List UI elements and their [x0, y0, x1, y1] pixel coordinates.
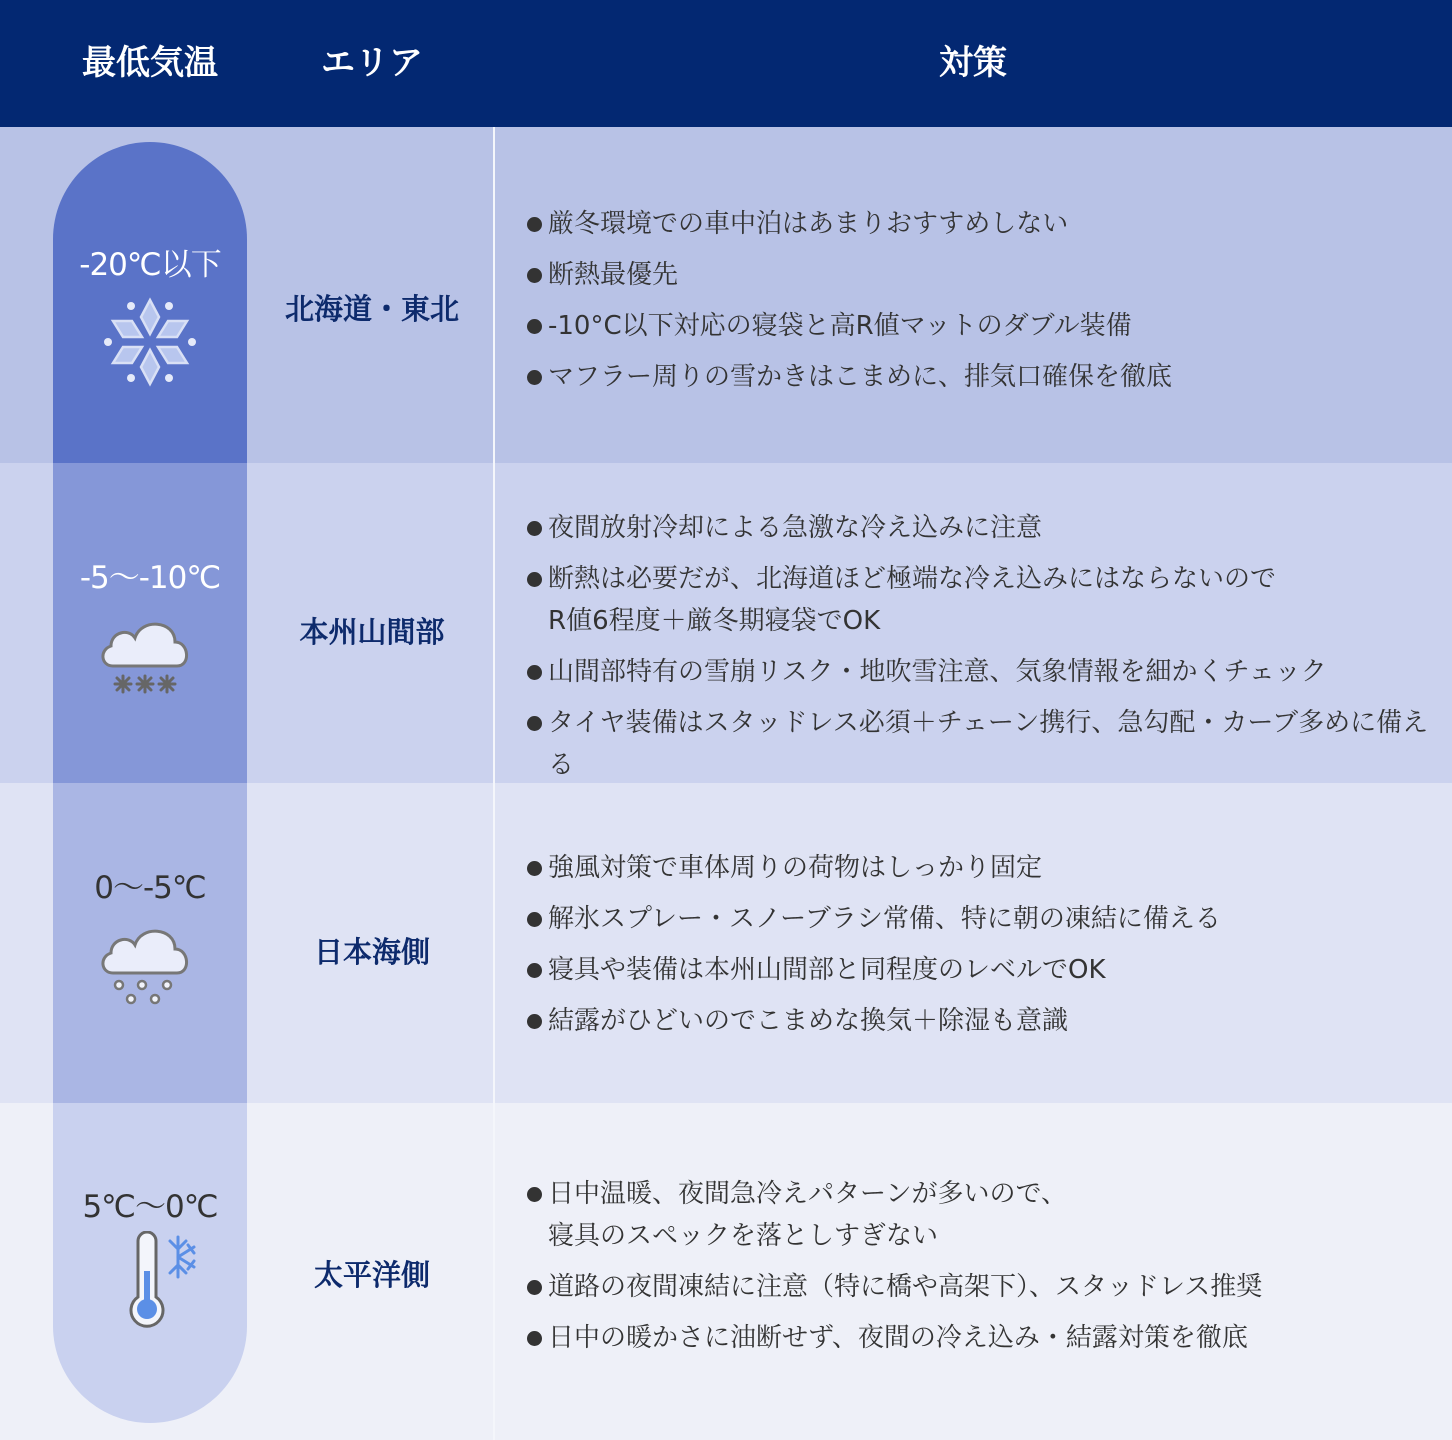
list-item: 断熱は必要だが、北海道ほど極端な冷え込みにはならないので R値6程度＋厳冬期寝袋でOK [524, 558, 1434, 642]
header-min-temp: 最低気温 [82, 43, 218, 83]
list-item: 断熱最優先 [524, 254, 1434, 296]
temp-label: 0～-5℃ [94, 870, 206, 906]
list-item: 夜間放射冷却による急激な冷え込みに注意 [524, 507, 1434, 549]
measures-list [524, 1173, 1434, 1368]
table-row [0, 463, 1452, 783]
list-item: -10°C以下対応の寝袋と高R値マットのダブル装備 [524, 305, 1434, 347]
list-item: 解氷スプレー・スノーブラシ常備、特に朝の凍結に備える [524, 898, 1434, 940]
column-divider [493, 127, 495, 1440]
measures-list [524, 507, 1434, 795]
header-area: エリア [321, 43, 423, 83]
temp-label: -20℃以下 [79, 247, 221, 283]
measures-list [524, 203, 1434, 407]
measures-list [524, 847, 1434, 1051]
list-item: 日中の暖かさに油断せず、夜間の冷え込み・結露対策を徹底 [524, 1317, 1434, 1359]
header-measures: 対策 [939, 43, 1007, 83]
cold-thermometer-icon [120, 1231, 200, 1331]
list-item: 寝具や装備は本州山間部と同程度のレベルでOK [524, 949, 1434, 991]
list-item: 強風対策で車体周りの荷物はしっかり固定 [524, 847, 1434, 889]
snow-cloud-icon [95, 608, 195, 703]
temp-label: 5℃～0℃ [82, 1189, 218, 1225]
list-item: 結露がひどいのでこまめな換気＋除湿も意識 [524, 1000, 1434, 1042]
area-label: 日本海側 [313, 935, 430, 969]
list-item: タイヤ装備はスタッドレス必須＋チェーン携行、急勾配・カーブ多めに備える [524, 702, 1434, 786]
list-item: 日中温暖、夜間急冷えパターンが多いので、 寝具のスペックを落としすぎない [524, 1173, 1434, 1257]
list-item: 山間部特有の雪崩リスク・地吹雪注意、気象情報を細かくチェック [524, 651, 1434, 693]
temp-label: -5～-10℃ [79, 560, 221, 596]
snowflake-icon [103, 297, 197, 387]
list-item: 厳冬環境での車中泊はあまりおすすめしない [524, 203, 1434, 245]
area-label: 太平洋側 [313, 1258, 430, 1292]
list-item: 道路の夜間凍結に注意（特に橋や高架下）、スタッドレス推奨 [524, 1266, 1434, 1308]
table-row [0, 127, 1452, 463]
table-row [0, 783, 1452, 1103]
table-header [0, 0, 1452, 127]
sleet-cloud-icon [95, 915, 195, 1010]
list-item: マフラー周りの雪かきはこまめに、排気口確保を徹底 [524, 356, 1434, 398]
area-label: 本州山間部 [299, 615, 445, 649]
area-label: 北海道・東北 [284, 292, 459, 326]
table-row [0, 1103, 1452, 1440]
